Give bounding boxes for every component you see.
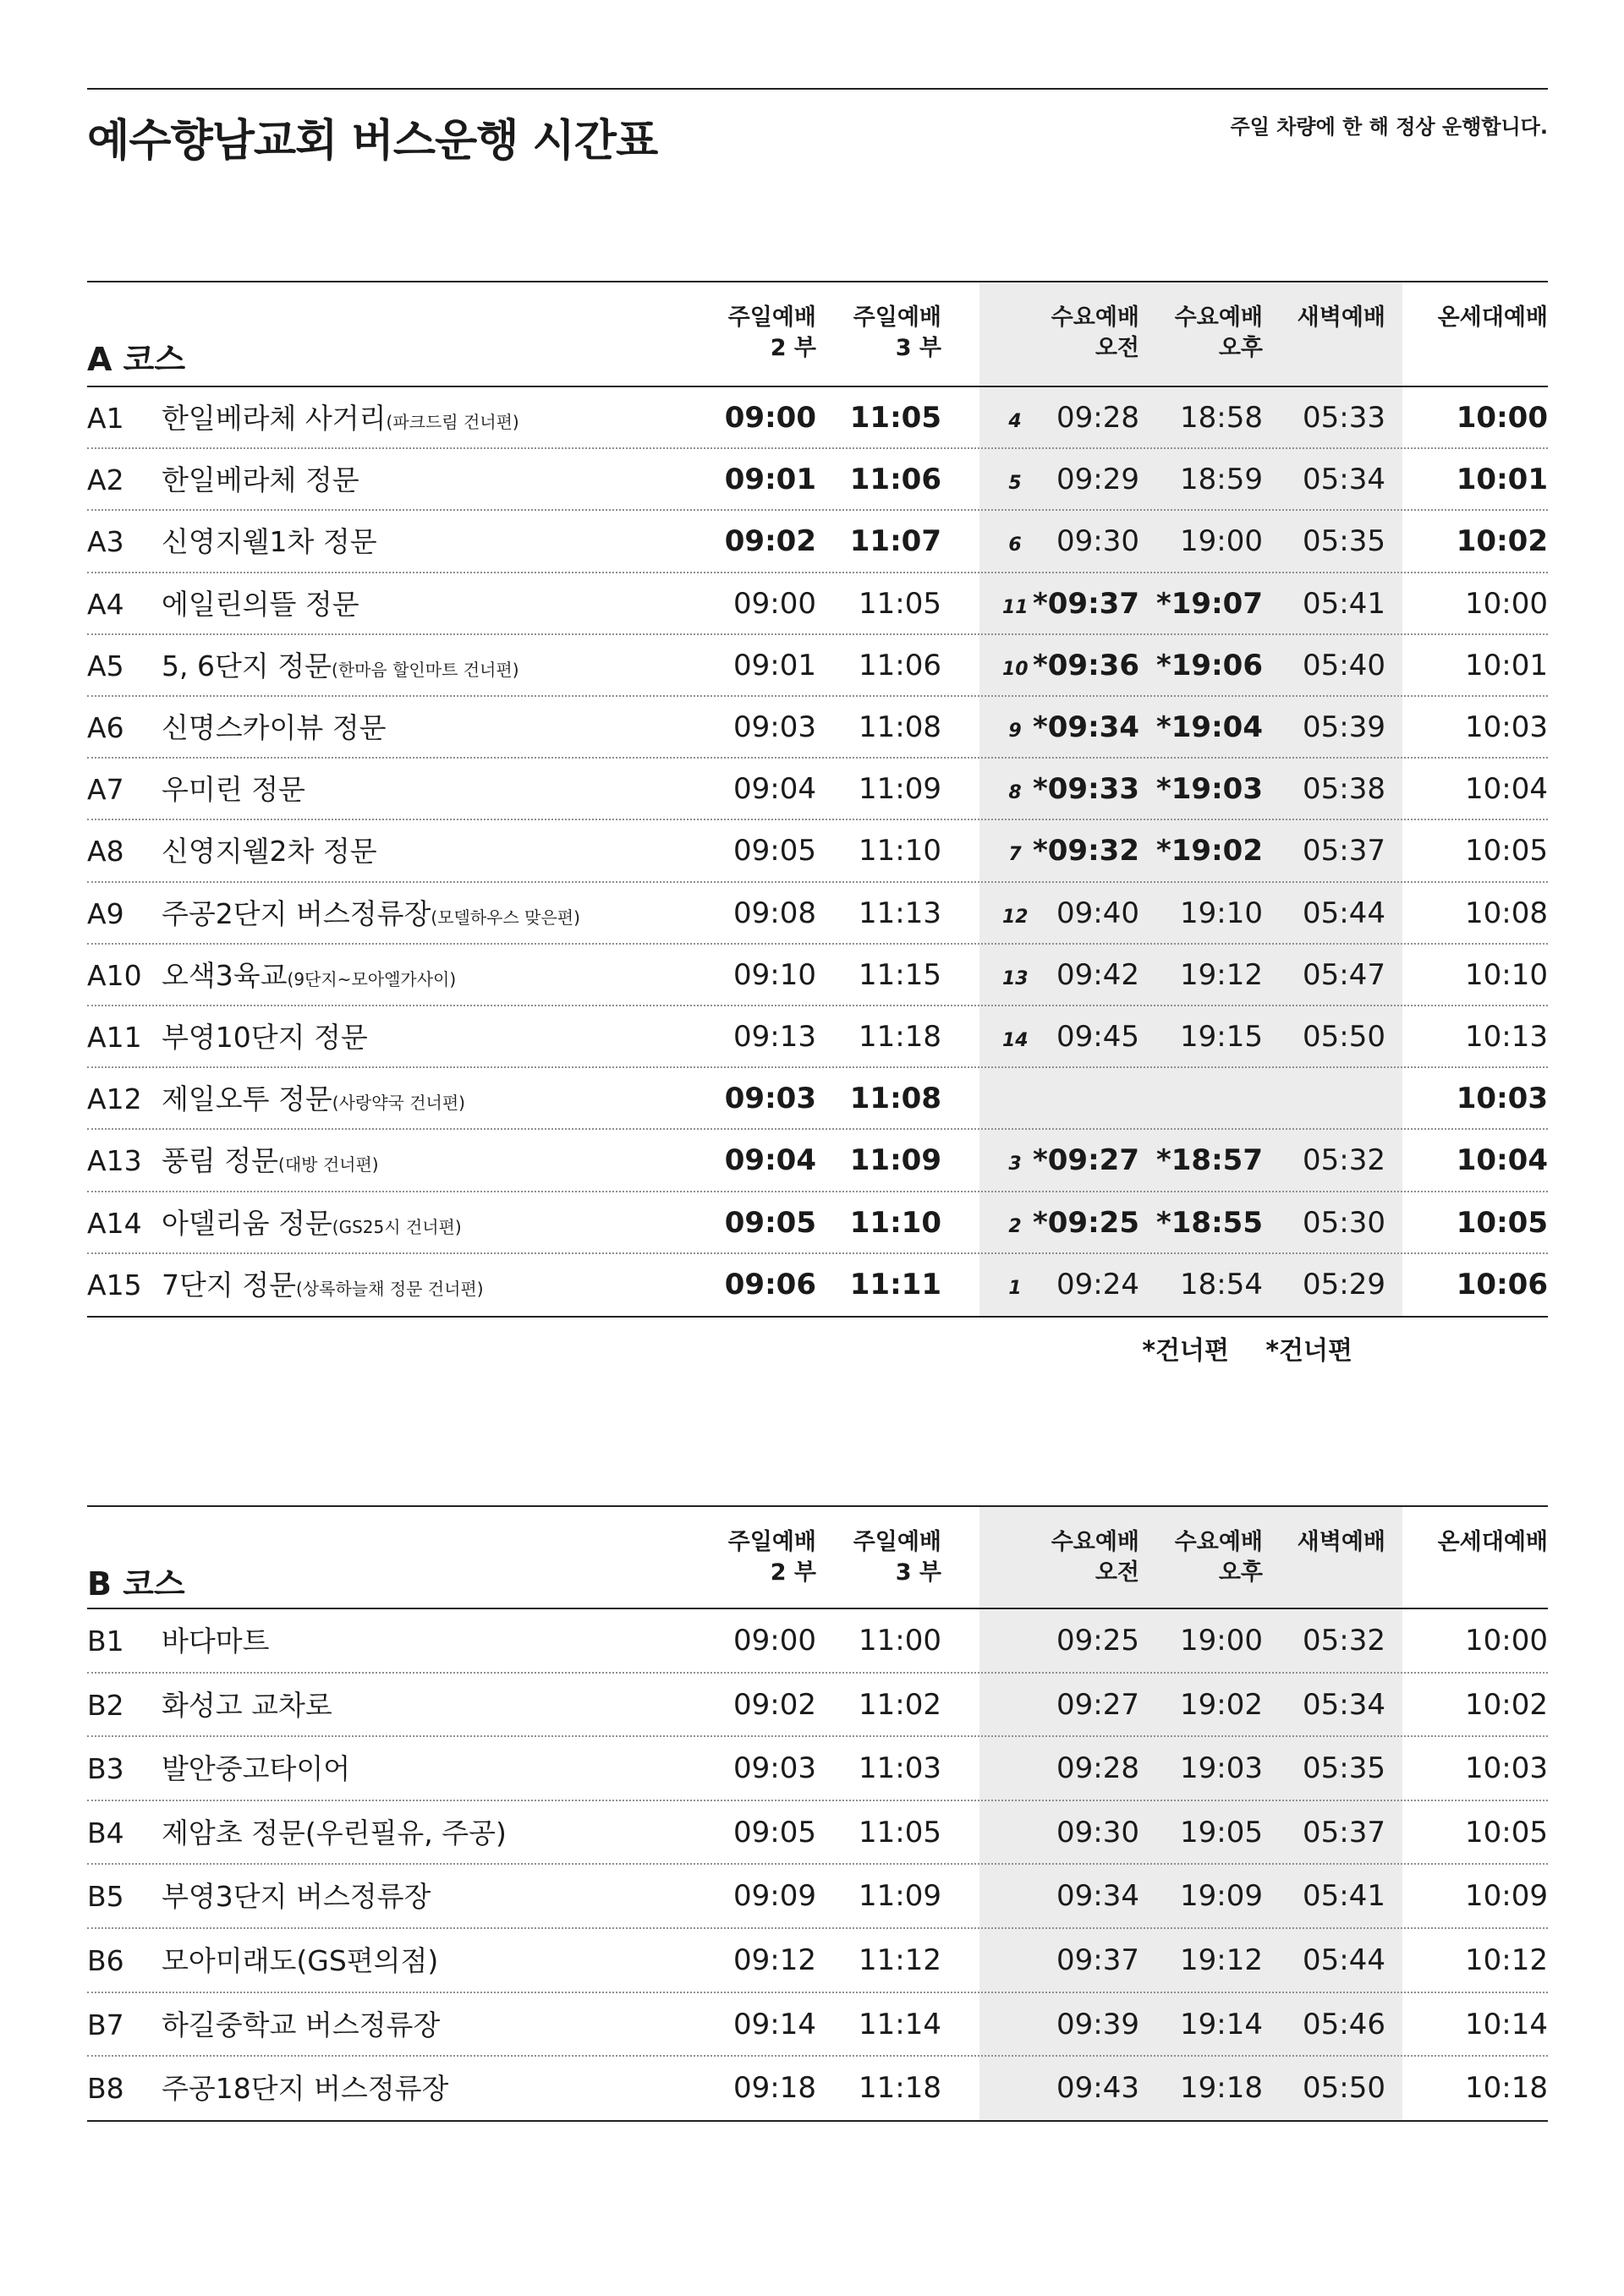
time-dawn: 05:34	[1303, 463, 1385, 497]
stop-code: B5	[87, 1880, 124, 1914]
time-sun3: 11:09	[859, 772, 941, 807]
time-all: 10:05	[1465, 1815, 1548, 1849]
time-all: 10:04	[1465, 772, 1548, 807]
wednesday-order-number: 6	[1008, 534, 1022, 556]
stop-name	[162, 1801, 507, 1866]
stop-name-note: (사랑약국 건너편)	[332, 1093, 465, 1114]
stop-name-note: (상록하늘채 정문 건너편)	[296, 1278, 484, 1299]
table-row	[87, 945, 1548, 1006]
stop-code: A10	[87, 958, 142, 992]
time-wedPm: 18:58	[1180, 401, 1263, 435]
time-wedAm: 09:34	[1056, 1879, 1139, 1914]
table-row	[87, 1006, 1548, 1068]
time-sun2: 09:01	[733, 648, 816, 682]
time-all: 10:04	[1456, 1143, 1548, 1178]
stop-name-text: 7단지 정문	[162, 1268, 296, 1301]
time-wedAm: 09:30	[1056, 1815, 1139, 1849]
stop-name-note: (모델하우스 맞은편)	[431, 907, 580, 928]
table-row	[87, 1130, 1548, 1192]
wednesday-order-number: 5	[1008, 473, 1022, 495]
column-header-all	[1438, 1527, 1548, 1558]
time-all: 10:18	[1465, 2071, 1548, 2106]
time-wedAm: 09:43	[1056, 2071, 1139, 2106]
time-all: 10:13	[1465, 1020, 1548, 1054]
time-dawn: 05:32	[1303, 1624, 1385, 1658]
time-all: 10:01	[1465, 648, 1548, 682]
time-sun2: 09:04	[724, 1143, 816, 1178]
course-b-header	[87, 1505, 1548, 1611]
time-dawn: 05:37	[1303, 834, 1385, 869]
time-wedAm: *09:37	[1032, 586, 1139, 621]
table-row	[87, 1993, 1548, 2058]
stop-name-text: 발안중고타이어	[162, 1752, 351, 1786]
stop-name	[162, 511, 377, 573]
time-wedPm: *19:04	[1155, 710, 1263, 744]
time-wedAm: 09:28	[1056, 401, 1139, 435]
time-wedAm: 09:29	[1056, 463, 1139, 497]
stop-name	[162, 1737, 350, 1801]
stop-name	[162, 1006, 368, 1068]
table-row	[87, 1737, 1548, 1801]
stop-name	[162, 1130, 379, 1192]
time-all: 10:05	[1465, 834, 1548, 869]
time-sun3: 11:07	[849, 524, 941, 559]
section-bottom-rule	[87, 2120, 1548, 2122]
time-dawn: 05:44	[1303, 1943, 1385, 1977]
time-sun2: 09:05	[724, 1205, 816, 1240]
time-wedPm: *18:55	[1155, 1205, 1263, 1240]
time-sun2: 09:06	[724, 1267, 816, 1301]
stop-code: B2	[87, 1688, 124, 1722]
time-wedPm: 19:12	[1180, 1943, 1263, 1977]
table-row	[87, 759, 1548, 820]
time-sun3: 11:00	[859, 1624, 941, 1658]
table-row	[87, 1929, 1548, 1993]
time-sun3: 11:18	[859, 1020, 941, 1054]
stop-name-text: 한일베라체 사거리	[162, 402, 387, 435]
table-row	[87, 697, 1548, 759]
time-sun3: 11:02	[859, 1687, 941, 1722]
time-dawn: 05:44	[1303, 896, 1385, 930]
time-wedAm: 09:25	[1056, 1624, 1139, 1658]
time-dawn: 05:41	[1303, 586, 1385, 621]
stop-code: A4	[87, 587, 124, 621]
stop-code: B6	[87, 1944, 124, 1977]
wednesday-order-number: 1	[1008, 1277, 1022, 1299]
stop-code: A3	[87, 525, 124, 559]
course-b-section	[87, 1505, 1548, 2140]
time-sun3: 11:03	[859, 1751, 941, 1786]
column-header-line2: 오전	[1095, 1559, 1139, 1586]
time-wedAm: 09:39	[1056, 2007, 1139, 2041]
time-wedPm: 18:59	[1180, 463, 1263, 497]
time-wedAm: 09:42	[1056, 957, 1139, 992]
time-all: 10:05	[1456, 1205, 1548, 1240]
time-all: 10:02	[1465, 1687, 1548, 1722]
time-wedPm: *19:07	[1155, 586, 1263, 621]
time-sun2: 09:00	[733, 1624, 816, 1658]
stop-name	[162, 387, 519, 449]
time-sun2: 09:04	[733, 772, 816, 807]
time-wedPm: 19:05	[1180, 1815, 1263, 1849]
time-all: 10:14	[1465, 2007, 1548, 2041]
time-all: 10:01	[1456, 463, 1548, 497]
time-sun3: 11:18	[859, 2071, 941, 2106]
stop-name	[162, 635, 519, 697]
column-header-line1: 수요예배	[1174, 304, 1263, 331]
column-header-sun3	[853, 1527, 941, 1588]
time-dawn: 05:38	[1303, 772, 1385, 807]
time-wedPm: 19:18	[1180, 2071, 1263, 2106]
time-sun2: 09:13	[733, 1020, 816, 1054]
table-row	[87, 1801, 1548, 1866]
stop-name	[162, 573, 359, 635]
wednesday-order-number: 9	[1008, 721, 1022, 742]
stop-name-text: 주공18단지 버스정류장	[162, 2072, 449, 2106]
stop-name	[162, 1993, 440, 2058]
time-dawn: 05:37	[1303, 1815, 1385, 1849]
time-sun3: 11:06	[859, 648, 941, 682]
time-sun2: 09:01	[724, 463, 816, 497]
time-sun3: 11:09	[859, 1879, 941, 1914]
column-header-line2: 오후	[1218, 1559, 1263, 1586]
page-note: 주일 차량에 한 해 정상 운행합니다.	[1230, 115, 1548, 139]
table-row	[87, 635, 1548, 697]
stop-code: A12	[87, 1082, 142, 1116]
stop-name-text: 부영3단지 버스정류장	[162, 1880, 431, 1914]
time-all: 10:00	[1465, 586, 1548, 621]
stop-name	[162, 883, 580, 945]
column-header-line1: 온세대예배	[1437, 1529, 1548, 1555]
time-dawn: 05:50	[1303, 1020, 1385, 1054]
course-b-title: B 코스	[87, 1565, 185, 1603]
stop-name-text: 제일오투 정문	[162, 1082, 332, 1116]
time-sun2: 09:03	[733, 1751, 816, 1786]
time-sun3: 11:05	[859, 1815, 941, 1849]
stop-name-text: 부영10단지 정문	[162, 1021, 368, 1054]
wednesday-order-number: 8	[1008, 782, 1022, 804]
time-all: 10:03	[1465, 1751, 1548, 1786]
column-header-sun3	[853, 303, 941, 364]
time-dawn: 05:32	[1303, 1143, 1385, 1178]
table-row	[87, 1674, 1548, 1738]
time-all: 10:03	[1465, 710, 1548, 744]
course-a-title: A 코스	[87, 341, 186, 378]
course-a-header	[87, 281, 1548, 386]
time-dawn: 05:47	[1303, 957, 1385, 992]
time-sun3: 11:14	[859, 2007, 941, 2041]
stop-code: B8	[87, 2072, 124, 2106]
time-all: 10:00	[1456, 401, 1548, 435]
table-row	[87, 820, 1548, 882]
stop-name-text: 바다마트	[162, 1625, 270, 1658]
time-dawn: 05:30	[1303, 1205, 1385, 1240]
time-all: 10:03	[1456, 1082, 1548, 1116]
section-bottom-rule	[87, 1316, 1548, 1318]
stop-code: A2	[87, 463, 124, 497]
time-wedPm: *19:03	[1155, 772, 1263, 807]
course-a-section	[87, 281, 1548, 1389]
stop-code: A7	[87, 773, 124, 807]
stop-code: A9	[87, 896, 124, 930]
stop-name-note: (GS25시 건너편)	[332, 1216, 462, 1237]
stop-code: B7	[87, 2008, 124, 2041]
timetable-page	[87, 0, 1548, 2296]
stop-name	[162, 1865, 431, 1929]
stop-code: B1	[87, 1625, 124, 1658]
time-sun2: 09:03	[733, 710, 816, 744]
column-header-wedAm	[1051, 1527, 1139, 1588]
stop-name-text: 아델리움 정문	[162, 1206, 332, 1240]
page-title: 예수향남교회 버스운행 시간표	[87, 116, 658, 167]
time-wedAm: 09:45	[1056, 1020, 1139, 1054]
time-all: 10:09	[1465, 1879, 1548, 1914]
time-wedPm: 19:10	[1180, 896, 1263, 930]
column-header-wedPm	[1175, 1527, 1263, 1588]
time-sun3: 11:05	[859, 586, 941, 621]
time-wedAm: 09:30	[1056, 524, 1139, 559]
stop-name	[162, 820, 377, 882]
stop-code: B3	[87, 1752, 124, 1786]
footnote-wed-am: *건너편	[1142, 1336, 1229, 1366]
time-dawn: 05:35	[1303, 524, 1385, 559]
stop-name-text: 신영지웰2차 정문	[162, 835, 377, 869]
table-row	[87, 1068, 1548, 1130]
stop-name-text: 화성고 교차로	[162, 1688, 332, 1722]
time-sun3: 11:10	[859, 834, 941, 869]
column-header-line1: 주일예배	[853, 304, 941, 331]
wednesday-order-number: 7	[1008, 844, 1022, 866]
time-sun2: 09:02	[724, 524, 816, 559]
time-wedPm: 19:09	[1180, 1879, 1263, 1914]
column-header-line1: 새벽예배	[1297, 1529, 1385, 1555]
column-header-line1: 주일예배	[853, 1529, 941, 1555]
stop-name-text: 모아미래도(GS편의점)	[162, 1944, 439, 1977]
time-sun3: 11:08	[859, 710, 941, 744]
time-wedPm: 19:12	[1180, 957, 1263, 992]
stop-name	[162, 449, 359, 511]
time-wedAm: 09:40	[1056, 896, 1139, 930]
time-sun2: 09:10	[733, 957, 816, 992]
wednesday-order-number: 4	[1008, 411, 1022, 432]
stop-name-text: 5, 6단지 정문	[162, 649, 332, 682]
column-header-line1: 주일예배	[727, 1529, 816, 1555]
column-header-line2: 3 부	[895, 1559, 941, 1586]
time-wedPm: 18:54	[1180, 1267, 1263, 1301]
table-row	[87, 1192, 1548, 1254]
time-wedPm: 19:14	[1180, 2007, 1263, 2041]
table-row	[87, 2057, 1548, 2121]
top-rule	[87, 88, 1548, 90]
table-row	[87, 449, 1548, 511]
time-wedAm: *09:33	[1032, 772, 1139, 807]
column-header-dawn	[1298, 303, 1385, 333]
stop-name	[162, 1068, 465, 1130]
time-sun2: 09:05	[733, 1815, 816, 1849]
time-sun3: 11:05	[849, 401, 941, 435]
time-all: 10:12	[1465, 1943, 1548, 1977]
stop-name-text: 하길중학교 버스정류장	[162, 2008, 441, 2041]
stop-name	[162, 2057, 448, 2121]
time-wedPm: 19:00	[1180, 1624, 1263, 1658]
time-sun2: 09:14	[733, 2007, 816, 2041]
stop-name	[162, 1192, 462, 1254]
time-sun3: 11:06	[849, 463, 941, 497]
stop-code: A6	[87, 711, 124, 744]
wednesday-order-number: 12	[1002, 906, 1029, 928]
column-header-wedPm	[1175, 303, 1263, 364]
stop-name	[162, 1609, 270, 1674]
table-row	[87, 883, 1548, 945]
table-row	[87, 1609, 1548, 1674]
time-wedAm: 09:37	[1056, 1943, 1139, 1977]
wednesday-order-number: 10	[1002, 658, 1029, 680]
stop-name-text: 우미린 정문	[162, 773, 305, 807]
column-header-line1: 온세대예배	[1437, 304, 1548, 331]
time-sun2: 09:03	[724, 1082, 816, 1116]
stop-name	[162, 759, 305, 820]
wednesday-order-number: 3	[1008, 1153, 1022, 1175]
time-dawn: 05:46	[1303, 2007, 1385, 2041]
column-header-line1: 주일예배	[727, 304, 816, 331]
time-all: 10:00	[1465, 1624, 1548, 1658]
wednesday-order-number: 13	[1002, 967, 1029, 989]
time-wedPm: 19:03	[1180, 1751, 1263, 1786]
time-dawn: 05:35	[1303, 1751, 1385, 1786]
time-wedPm: *18:57	[1155, 1143, 1263, 1178]
stop-name-text: 신명스카이뷰 정문	[162, 711, 387, 744]
stop-name-text: 에일린의뜰 정문	[162, 587, 359, 621]
table-row	[87, 573, 1548, 635]
time-all: 10:06	[1456, 1267, 1548, 1301]
stop-code: A15	[87, 1268, 142, 1301]
column-header-line2: 2 부	[770, 335, 816, 361]
time-wedAm: 09:28	[1056, 1751, 1139, 1786]
time-all: 10:10	[1465, 957, 1548, 992]
table-row	[87, 511, 1548, 573]
column-header-line1: 수요예배	[1051, 1529, 1139, 1555]
time-wedPm: 19:00	[1180, 524, 1263, 559]
stop-name	[162, 697, 387, 759]
time-wedPm: 19:02	[1180, 1687, 1263, 1722]
column-header-line1: 수요예배	[1051, 304, 1139, 331]
wednesday-order-number	[1002, 1071, 1028, 1133]
column-header-line2: 2 부	[770, 1559, 816, 1586]
stop-name-note: (파크드림 건너편)	[386, 412, 519, 432]
time-sun3: 11:13	[859, 896, 941, 930]
stop-code: B4	[87, 1816, 124, 1849]
stop-code: A8	[87, 835, 124, 869]
stop-name	[162, 1254, 484, 1316]
time-wedPm: 19:15	[1180, 1020, 1263, 1054]
stop-name-text: 주공2단지 버스정류장	[162, 896, 431, 930]
time-wedAm: *09:36	[1032, 648, 1139, 682]
stop-name-text: 제암초 정문(우린필유, 주공)	[162, 1816, 507, 1849]
time-sun3: 11:11	[849, 1267, 941, 1301]
column-header-all	[1438, 303, 1548, 333]
wednesday-order-number: 11	[1002, 596, 1029, 618]
column-header-sun2	[728, 303, 816, 364]
time-sun3: 11:15	[859, 957, 941, 992]
table-row	[87, 387, 1548, 449]
stop-code: A14	[87, 1206, 142, 1240]
stop-name-text: 한일베라체 정문	[162, 463, 359, 497]
time-sun2: 09:09	[733, 1879, 816, 1914]
stop-name-text: 풍림 정문	[162, 1144, 279, 1178]
time-dawn: 05:41	[1303, 1879, 1385, 1914]
stop-code: A1	[87, 402, 124, 435]
stop-name-note: (한마음 할인마트 건너편)	[331, 659, 519, 680]
stop-code: A13	[87, 1144, 142, 1178]
stop-name	[162, 1674, 332, 1738]
time-wedAm: *09:27	[1032, 1143, 1139, 1178]
time-sun2: 09:00	[724, 401, 816, 435]
column-header-wedAm	[1051, 303, 1139, 364]
time-wedAm: *09:32	[1032, 834, 1139, 869]
table-row	[87, 1865, 1548, 1929]
stop-code: A11	[87, 1021, 142, 1054]
column-header-line2: 오전	[1095, 335, 1139, 361]
time-dawn: 05:50	[1303, 2071, 1385, 2106]
column-header-sun2	[728, 1527, 816, 1588]
time-wedAm: *09:34	[1032, 710, 1139, 744]
time-dawn: 05:29	[1303, 1267, 1385, 1301]
time-dawn: 05:39	[1303, 710, 1385, 744]
table-row	[87, 1254, 1548, 1316]
column-header-dawn	[1298, 1527, 1385, 1558]
time-sun2: 09:12	[733, 1943, 816, 1977]
stop-name-text: 신영지웰1차 정문	[162, 525, 377, 559]
footnote-wed-pm: *건너편	[1265, 1336, 1352, 1366]
stop-name	[162, 1929, 438, 1993]
time-dawn: 05:40	[1303, 648, 1385, 682]
time-sun3: 11:12	[859, 1943, 941, 1977]
column-header-line2: 3 부	[895, 335, 941, 361]
time-sun2: 09:08	[733, 896, 816, 930]
time-sun3: 11:08	[849, 1082, 941, 1116]
time-all: 10:08	[1465, 896, 1548, 930]
stop-name	[162, 945, 456, 1006]
time-wedAm: 09:27	[1056, 1687, 1139, 1722]
wednesday-order-number: 2	[1008, 1215, 1022, 1237]
time-dawn: 05:33	[1303, 401, 1385, 435]
time-sun3: 11:09	[849, 1143, 941, 1178]
stop-name-text: 오색3육교	[162, 958, 288, 992]
time-sun2: 09:02	[733, 1687, 816, 1722]
time-wedAm: 09:24	[1056, 1267, 1139, 1301]
time-wedPm: *19:06	[1155, 648, 1263, 682]
stop-name-note: (9단지~모아엘가사이)	[287, 968, 457, 989]
time-dawn: 05:34	[1303, 1687, 1385, 1722]
column-header-line2: 오후	[1218, 335, 1263, 361]
column-header-line1: 새벽예배	[1297, 304, 1385, 331]
time-all: 10:02	[1456, 524, 1548, 559]
stop-name-note: (대방 건너편)	[278, 1154, 379, 1175]
time-sun2: 09:18	[733, 2071, 816, 2106]
time-wedAm: *09:25	[1032, 1205, 1139, 1240]
column-header-line1: 수요예배	[1174, 1529, 1263, 1555]
time-sun2: 09:00	[733, 586, 816, 621]
time-sun2: 09:05	[733, 834, 816, 869]
wednesday-order-number: 14	[1002, 1030, 1029, 1051]
time-sun3: 11:10	[849, 1205, 941, 1240]
stop-code: A5	[87, 649, 124, 682]
time-wedPm: *19:02	[1155, 834, 1263, 869]
